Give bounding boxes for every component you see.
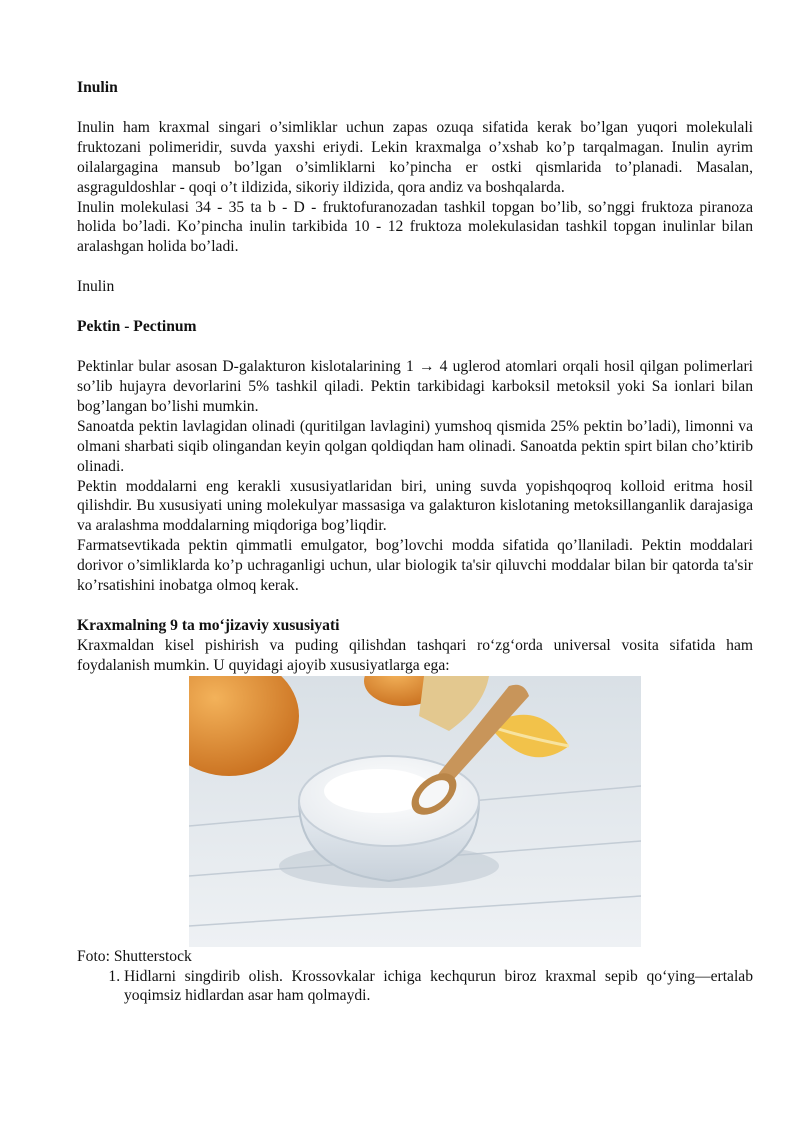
inulin-paragraph-1: Inulin ham kraxmal singari o’simliklar uchun zapas ozuqa sifatida kerak bo’lgan yuqori molekulali fruktozani polimeridir, suvda yaxshi eriydi. Lekin kraxmalga o’xshab ko’p tarqalmagan. Inulin ayrim oilalargagina mansub bo’lgan o’simliklarni ko’pincha er ostki qismlarida to’planadi. Masalan, asgraguldoshlar - qoqi o’t ildizida, sikoriy ildizida, qora andiz va boshqalarda. — [77, 118, 753, 196]
inulin-caption: Inulin — [77, 278, 115, 296]
photo-credit: Foto: Shutterstock — [77, 947, 192, 965]
starch-bowl-photo — [189, 676, 641, 947]
section-heading-pektin: Pektin - Pectinum — [77, 318, 197, 336]
inulin-paragraph-2: Inulin molekulasi 34 - 35 ta b - D - fruktofuranozadan tashkil topgan bo’lib, so’nggi fruktoza piranoza holida bo’ladi. Ko’pincha inulin tarkibida 10 - 12 fruktoza molekulasidan tashkil topgan inulinlar bilan aralashgan holida bo’ladi. — [77, 198, 753, 256]
pektin-paragraph-2: Sanoatda pektin lavlagidan olinadi (quritilgan lavlagini) yumshoq qismida 25% pektin bo’ladi), limonni va olmani sharbati siqib olingandan keyin qolgan qoldiqdan ham olinadi. Sanoatda pektin spirt bilan cho’ktirib olinadi. — [77, 417, 753, 475]
pektin-paragraph-1: Pektinlar bular asosan D-galakturon kislotalarining 1 → 4 uglerod atomlari orqali hosil qilgan polimerlari so’lib hujayra devorlarini 5% tashkil qiladi. Pektin tarkibidagi karboksil metoksil yoki Sa ionlari bilan bog’langan bo’lishi mumkin. — [77, 358, 753, 415]
properties-list — [77, 967, 753, 1007]
section-heading-kraxmal: Kraxmalning 9 ta mo‘jizaviy xususiyati — [77, 616, 340, 634]
pektin-paragraph-3: Pektin moddalarni eng kerakli xususiyatlaridan biri, uning suvda yopishqoqroq kolloid eritma hosil qilishdir. Bu xususiyati uning molekulyar massasiga va galakturon kislotaning metoksillanganlik darajasiga va aralashma moddalarning miqdoriga bog’liqdir. — [77, 477, 753, 535]
pektin-paragraph-4: Farmatsevtikada pektin qimmatli emulgator, bog’lovchi modda sifatida qo’llaniladi. Pektin moddalari dorivor o’simliklarda ko’p uchraganligi uchun, ular biologik ta'sir qiluvchi moddalar bilan bir qatorda ta'sir ko’rsatishini inobatga olmoq kerak. — [77, 537, 753, 595]
document-content — [77, 78, 753, 1006]
kraxmal-intro: Kraxmaldan kisel pishirish va puding qilishdan tashqari ro‘zg‘orda universal vosita sifatida ham foydalanish mumkin. U quyidagi ajoyib xususiyatlarga ega: — [77, 636, 753, 674]
section-heading-inulin: Inulin — [77, 79, 118, 96]
list-item: 1. Hidlarni singdirib olish. Krossovkalar ichiga kechqurun biroz kraxmal sepib qo‘ying—ertalab yoqimsiz hidlardan asar ham qolmaydi. — [124, 967, 753, 1007]
